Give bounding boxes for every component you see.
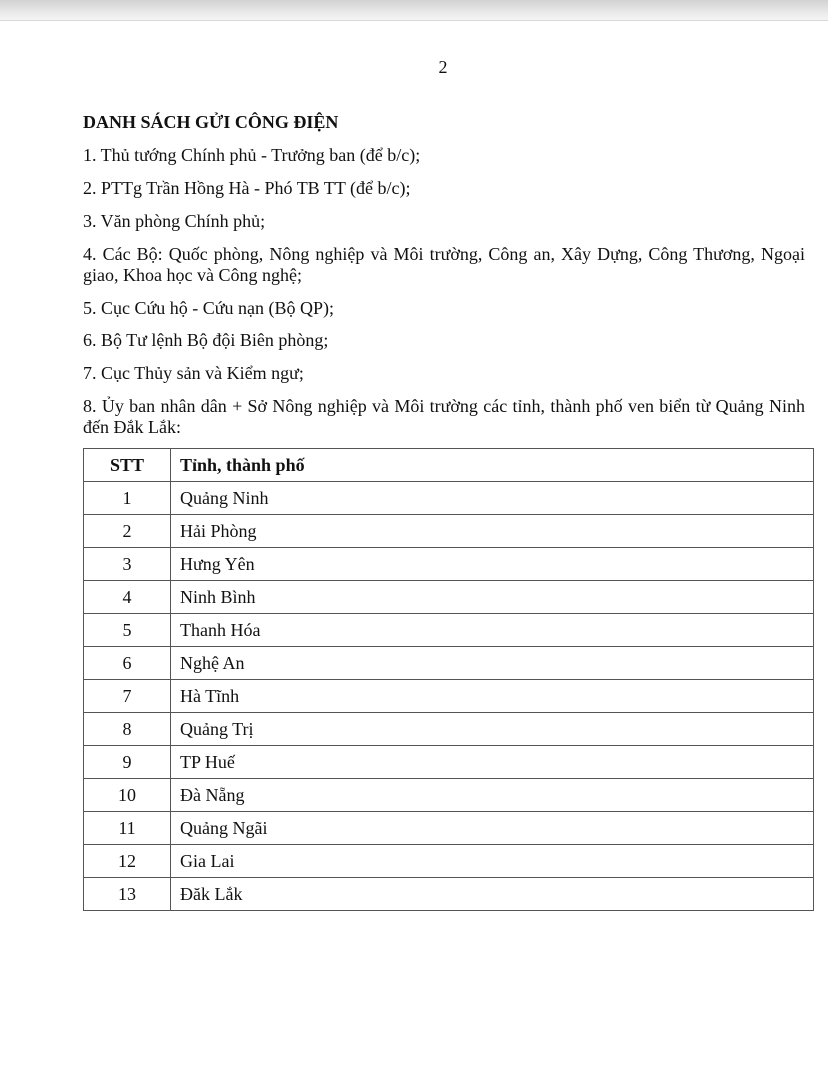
table-row <box>84 779 814 812</box>
table-row <box>84 680 814 713</box>
row-number: 13 <box>84 878 171 911</box>
recipient-item: 1. Thủ tướng Chính phủ - Trưởng ban (để b/c); <box>83 145 421 165</box>
recipient-item: 2. PTTg Trần Hồng Hà - Phó TB TT (để b/c); <box>83 178 411 198</box>
table-row <box>84 647 814 680</box>
page-number: 2 <box>438 57 448 77</box>
row-number: 2 <box>84 515 171 548</box>
table-header-row <box>84 449 814 482</box>
row-number: 6 <box>84 647 171 680</box>
province-name: Đăk Lắk <box>171 878 814 911</box>
province-name: Gia Lai <box>171 845 814 878</box>
province-name: Quảng Ngãi <box>171 812 814 845</box>
row-number: 10 <box>84 779 171 812</box>
row-number: 4 <box>84 581 171 614</box>
row-number: 12 <box>84 845 171 878</box>
row-number: 11 <box>84 812 171 845</box>
table-row <box>84 746 814 779</box>
recipient-item: 6. Bộ Tư lệnh Bộ đội Biên phòng; <box>83 330 329 350</box>
table-row <box>84 878 814 911</box>
document-heading: DANH SÁCH GỬI CÔNG ĐIỆN <box>83 112 339 132</box>
recipient-item: 8. Ủy ban nhân dân + Sở Nông nghiệp và Môi trường các tỉnh, thành phố ven biển từ Quảng Ninh đến Đắk Lắk: <box>83 396 805 437</box>
row-number: 7 <box>84 680 171 713</box>
recipient-item: 4. Các Bộ: Quốc phòng, Nông nghiệp và Môi trường, Công an, Xây Dựng, Công Thương, Ngoại giao, Khoa học và Công nghệ; <box>83 244 805 285</box>
viewer-top-edge <box>0 0 828 21</box>
recipient-item: 5. Cục Cứu hộ - Cứu nạn (Bộ QP); <box>83 298 335 318</box>
row-number: 1 <box>84 482 171 515</box>
province-name: Hà Tĩnh <box>171 680 814 713</box>
province-table <box>83 448 814 911</box>
province-name: Quảng Ninh <box>171 482 814 515</box>
province-name: TP Huế <box>171 746 814 779</box>
column-header-stt: STT <box>84 449 171 482</box>
table-row <box>84 548 814 581</box>
row-number: 9 <box>84 746 171 779</box>
table-row <box>84 845 814 878</box>
province-name: Thanh Hóa <box>171 614 814 647</box>
table-row <box>84 482 814 515</box>
table-row <box>84 515 814 548</box>
table-row <box>84 581 814 614</box>
province-name: Quảng Trị <box>171 713 814 746</box>
province-name: Nghệ An <box>171 647 814 680</box>
province-name: Hải Phòng <box>171 515 814 548</box>
table-row <box>84 614 814 647</box>
province-name: Ninh Bình <box>171 581 814 614</box>
recipient-item: 3. Văn phòng Chính phủ; <box>83 211 266 231</box>
table-row <box>84 713 814 746</box>
row-number: 3 <box>84 548 171 581</box>
province-name: Đà Nẵng <box>171 779 814 812</box>
row-number: 8 <box>84 713 171 746</box>
table-row <box>84 812 814 845</box>
row-number: 5 <box>84 614 171 647</box>
column-header-province: Tỉnh, thành phố <box>171 449 814 482</box>
recipient-item: 7. Cục Thủy sản và Kiểm ngư; <box>83 363 304 383</box>
province-name: Hưng Yên <box>171 548 814 581</box>
